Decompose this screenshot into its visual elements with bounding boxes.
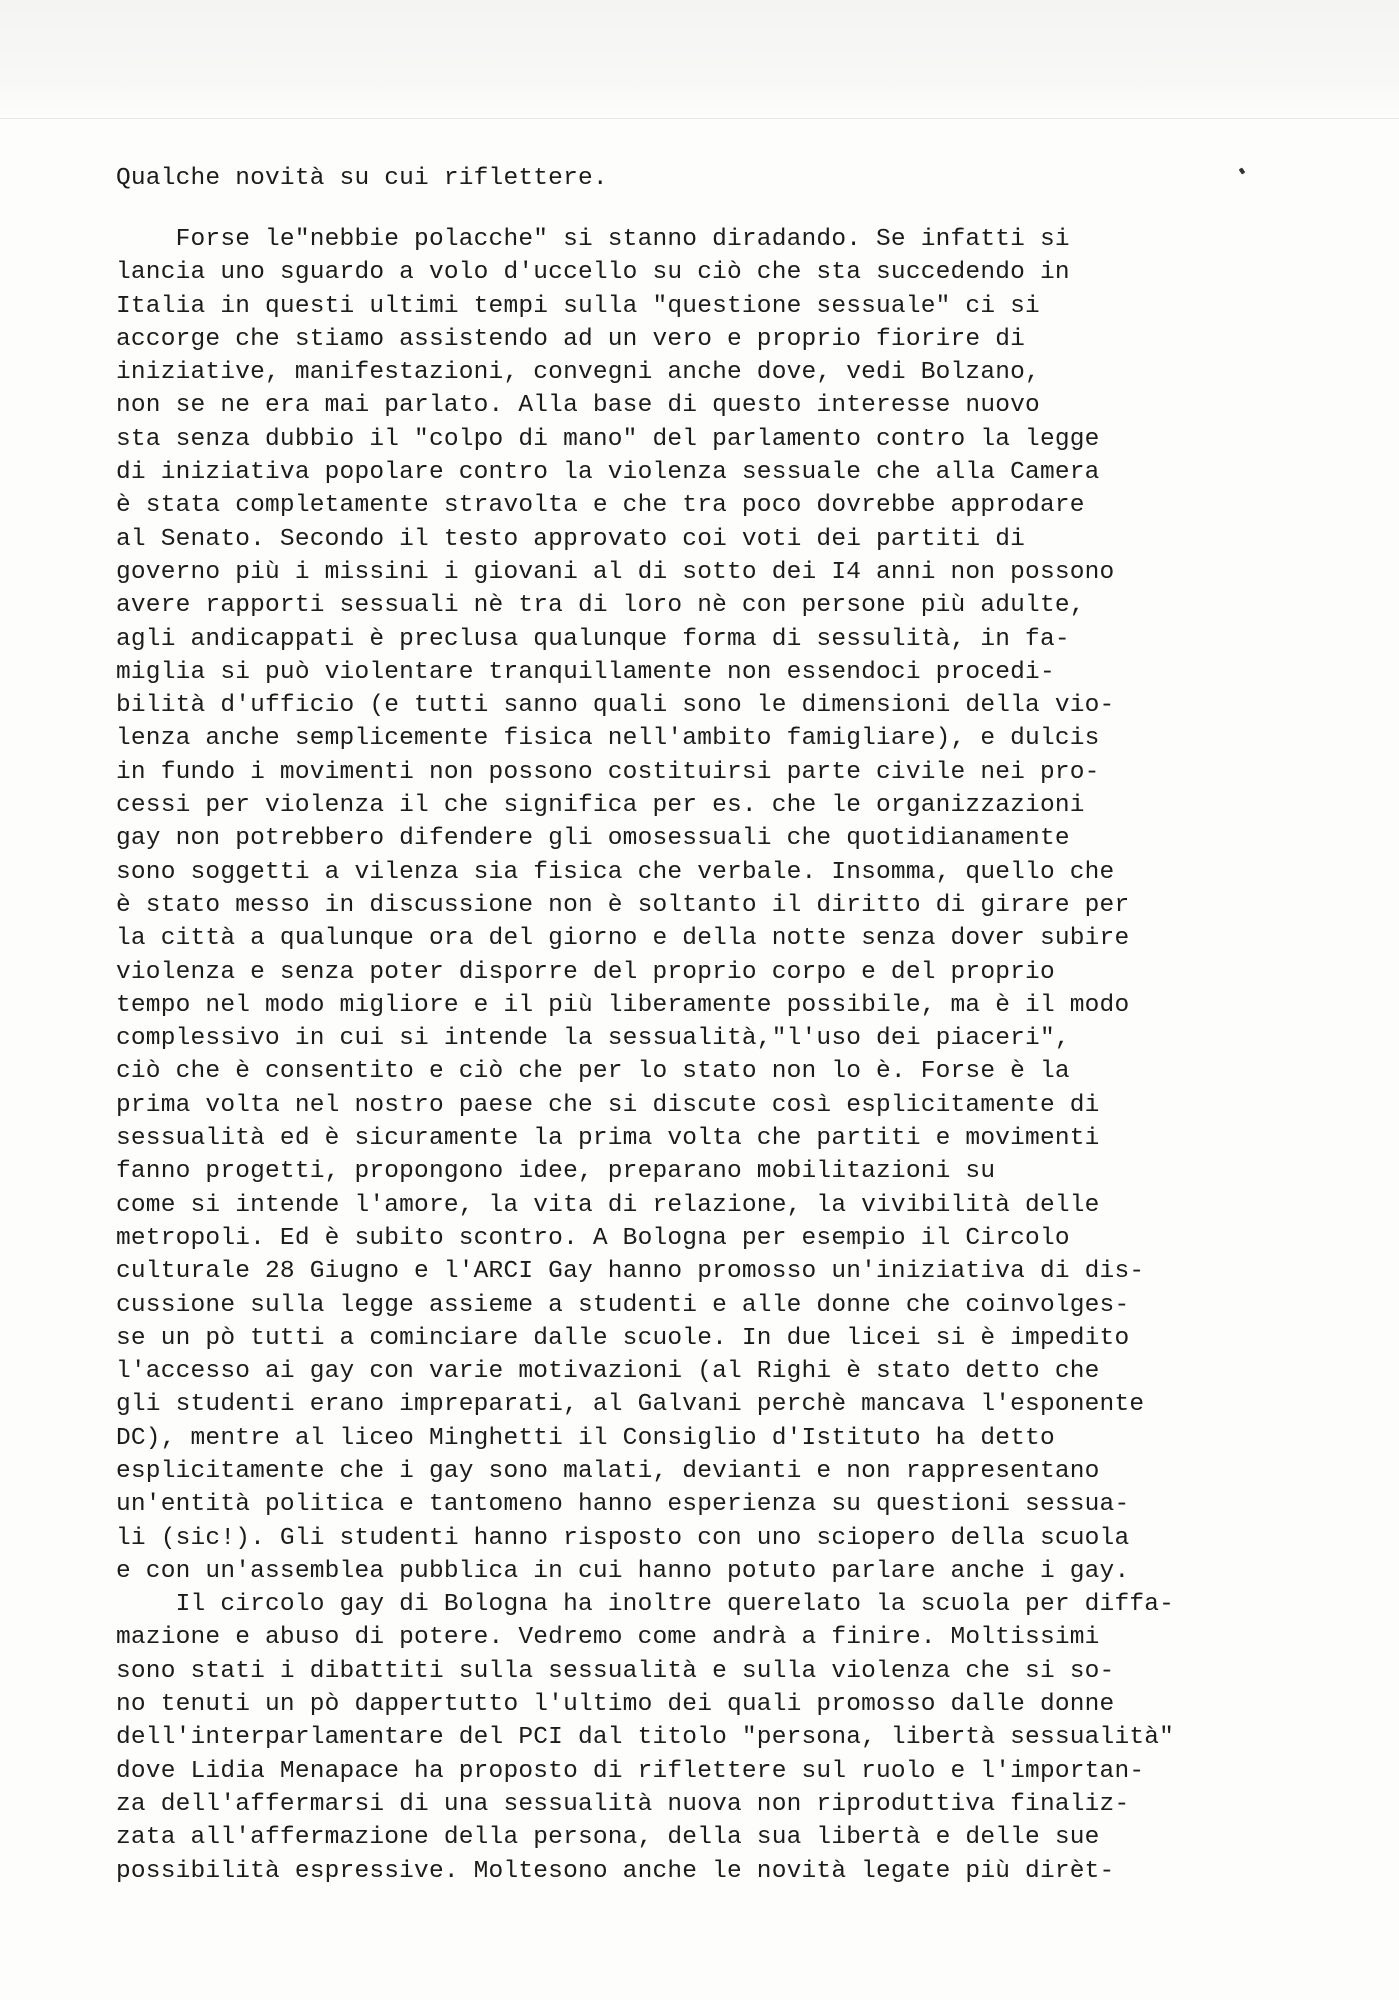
text-line: gay non potrebbero difendere gli omosessuali che quotidianamente xyxy=(116,825,1070,853)
text-line: è stato messo in discussione non è soltanto il diritto di girare per xyxy=(116,891,1130,919)
text-line: ciò che è consentito e ciò che per lo stato non lo è. Forse è la xyxy=(116,1058,1070,1086)
text-line: prima volta nel nostro paese che si discute così esplicitamente di xyxy=(116,1091,1100,1119)
text-line: la città a qualunque ora del giorno e della notte senza dover subire xyxy=(116,925,1130,953)
text-line: come si intende l'amore, la vita di relazione, la vivibilità delle xyxy=(116,1191,1100,1219)
text-line: cussione sulla legge assieme a studenti e alle donne che coinvolges- xyxy=(116,1291,1130,1319)
text-line: dove Lidia Menapace ha proposto di riflettere sul ruolo e l'importan- xyxy=(116,1757,1145,1785)
text-line: accorge che stiamo assistendo ad un vero e proprio fiorire di xyxy=(116,325,1026,353)
text-line: fanno progetti, propongono idee, preparano mobilitazioni su xyxy=(116,1158,996,1186)
text-line: se un pò tutti a cominciare dalle scuole. In due licei si è impedito xyxy=(116,1324,1130,1352)
text-line: sessualità ed è sicuramente la prima volta che partiti e movimenti xyxy=(116,1125,1100,1153)
paper-fold-line xyxy=(0,118,1399,119)
text-line: e con un'assemblea pubblica in cui hanno potuto parlare anche i gay. xyxy=(116,1557,1130,1585)
text-line: bilità d'ufficio (e tutti sanno quali sono le dimensioni della vio- xyxy=(116,692,1115,720)
text-line: miglia si può violentare tranquillamente non essendoci procedi- xyxy=(116,658,1055,686)
text-line: metropoli. Ed è subito scontro. A Bologna per esempio il Circolo xyxy=(116,1224,1070,1252)
text-line: non se ne era mai parlato. Alla base di questo interesse nuovo xyxy=(116,392,1040,420)
paper-top-fold xyxy=(0,0,1399,118)
text-line: esplicitamente che i gay sono malati, devianti e non rappresentano xyxy=(116,1457,1100,1485)
text-line: Il circolo gay di Bologna ha inoltre querelato la scuola per diffa- xyxy=(116,1591,1175,1619)
text-line: possibilità espressive. Moltesono anche le novità legate più dirèt- xyxy=(116,1857,1115,1885)
text-line: dell'interparlamentare del PCI dal titolo "persona, libertà sessualità" xyxy=(116,1724,1175,1752)
text-line: governo più i missini i giovani al di sotto dei I4 anni non possono xyxy=(116,558,1115,586)
text-line: in fundo i movimenti non possono costituirsi parte civile nei pro- xyxy=(116,758,1100,786)
text-line: gli studenti erano impreparati, al Galvani perchè mancava l'esponente xyxy=(116,1391,1145,1419)
text-line: sono soggetti a vilenza sia fisica che verbale. Insomma, quello che xyxy=(116,858,1115,886)
text-line: l'accesso ai gay con varie motivazioni (al Righi è stato detto che xyxy=(116,1358,1100,1386)
text-line: sono stati i dibattiti sulla sessualità e sulla violenza che si so- xyxy=(116,1657,1115,1685)
text-line: tempo nel modo migliore e il più liberamente possibile, ma è il modo xyxy=(116,991,1130,1019)
text-line: al Senato. Secondo il testo approvato coi voti dei partiti di xyxy=(116,525,1026,553)
text-line: iniziative, manifestazioni, convegni anche dove, vedi Bolzano, xyxy=(116,359,1040,387)
text-line: lancia uno sguardo a volo d'uccello su ciò che sta succedendo in xyxy=(116,259,1070,287)
text-line: agli andicappati è preclusa qualunque forma di sessulità, in fa- xyxy=(116,625,1070,653)
text-line: Forse le"nebbie polacche" si stanno diradando. Se infatti si xyxy=(116,226,1070,253)
text-line: DC), mentre al liceo Minghetti il Consiglio d'Istituto ha detto xyxy=(116,1424,1055,1452)
text-line: un'entità politica e tantomeno hanno esperienza su questioni sessua- xyxy=(116,1491,1130,1519)
text-line: sta senza dubbio il "colpo di mano" del parlamento contro la legge xyxy=(116,425,1100,453)
document-body xyxy=(116,223,1296,1888)
text-line: lenza anche semplicemente fisica nell'ambito famigliare), e dulcis xyxy=(116,725,1100,753)
text-line: li (sic!). Gli studenti hanno risposto con uno sciopero della scuola xyxy=(116,1524,1130,1552)
text-line: violenza e senza poter disporre del proprio corpo e del proprio xyxy=(116,958,1055,986)
text-line: culturale 28 Giugno e l'ARCI Gay hanno promosso un'iniziativa di dis- xyxy=(116,1258,1145,1286)
text-line: za dell'affermarsi di una sessualità nuova non riproduttiva finaliz- xyxy=(116,1790,1130,1818)
text-line: mazione e abuso di potere. Vedremo come andrà a finire. Moltissimi xyxy=(116,1624,1100,1652)
text-line: avere rapporti sessuali nè tra di loro nè con persone più adulte, xyxy=(116,592,1085,620)
typewritten-text xyxy=(116,162,1296,1888)
text-line: cessi per violenza il che significa per es. che le organizzazioni xyxy=(116,792,1085,820)
text-line: di iniziativa popolare contro la violenza sessuale che alla Camera xyxy=(116,459,1100,487)
text-line: Italia in questi ultimi tempi sulla "questione sessuale" ci si xyxy=(116,292,1040,320)
text-line: no tenuti un pò dappertutto l'ultimo dei quali promosso dalle donne xyxy=(116,1691,1115,1719)
document-title: Qualche novità su cui riflettere. xyxy=(116,165,608,192)
text-line: è stata completamente stravolta e che tra poco dovrebbe approdare xyxy=(116,492,1085,520)
text-line: zata all'affermazione della persona, della sua libertà e delle sue xyxy=(116,1824,1100,1852)
text-line: complessivo in cui si intende la sessualità,"l'uso dei piaceri", xyxy=(116,1025,1070,1053)
